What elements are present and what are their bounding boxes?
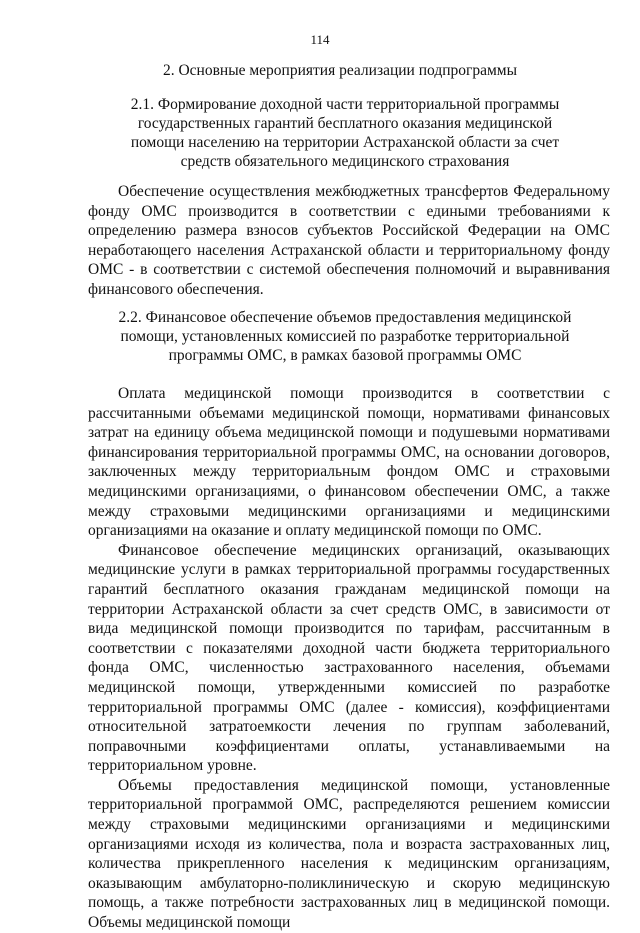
subsection-2-paragraph: Финансовое обеспечение медицинских организаций, оказывающих медицинские услуги в рамках территориальной программы государственных гарантий бесплатного оказания гражданам медицинской помощи на территории Астраханской области за счет средств ОМС, в зависимости от вида медицинской помощи производится по тарифам, рассчитанным в соответствии с показателями доходной части бюджета территориального фонда ОМС, численностью застрахованного населения, объемами медицинской помощи, утвержденными комиссией по разработке территориальной программы ОМС (далее - комиссия), коэффициентами относительной затратоемкости лечения по группам заболеваний, поправочными коэффициентами оплаты, устанавливаемыми на территориальном уровне. — [88, 541, 610, 775]
subsection-2-body — [88, 384, 610, 933]
page-number: 114 — [310, 32, 330, 47]
subsection-1-paragraph: Обеспечение осуществления межбюджетных трансфертов Федеральному фонду ОМС производится в соответствии с едиными требованиями к определению размера взносов субъектов Российской Федерации на ОМС неработающего населения Астраханской области и территориальному фонду ОМС - в соответствии с системой обеспечения полномочий и выравнивания финансового обеспечения. — [88, 183, 610, 298]
subsection-2-title: 2.2. Финансовое обеспечение объемов предоставления медицинской помощи, установленных комиссией по разработке территориальной программы ОМС, в рамках базовой программы ОМС — [118, 309, 572, 364]
subsection-2-paragraph: Оплата медицинской помощи производится в соответствии с рассчитанными объемами медицинской помощи, нормативами финансовых затрат на единицу объема медицинской помощи и подушевыми нормативами финансирования территориальной программы ОМС, на основании договоров, заключенных между территориальным фондом ОМС и страховыми медицинскими организациями, о финансовом обеспечении ОМС, а также между страховыми медицинскими организациями и медицинскими организациями на оказание и оплату медицинской помощи по ОМС. — [88, 385, 610, 540]
section-title: 2. Основные мероприятия реализации подпрограммы — [162, 62, 518, 79]
subsection-1-title: 2.1. Формирование доходной части территориальной программы государственных гарантий бесплатного оказания медицинской помощи населению на территории Астраханской области за счет средств обязательного медицинского страхования — [130, 96, 560, 170]
subsection-2-paragraph: Объемы предоставления медицинской помощи, установленные территориальной программой ОМС, распределяются решением комиссии между страховыми медицинскими организациями и медицинскими организациями исходя из количества, пола и возраста застрахованных лиц, количества прикрепленного населения к медицинским организациям, оказывающим амбулаторно-поликлиническую и скорую медицинскую помощь, а также потребности застрахованных лиц в медицинской помощи. Объемы медицинской помощи — [88, 776, 610, 932]
